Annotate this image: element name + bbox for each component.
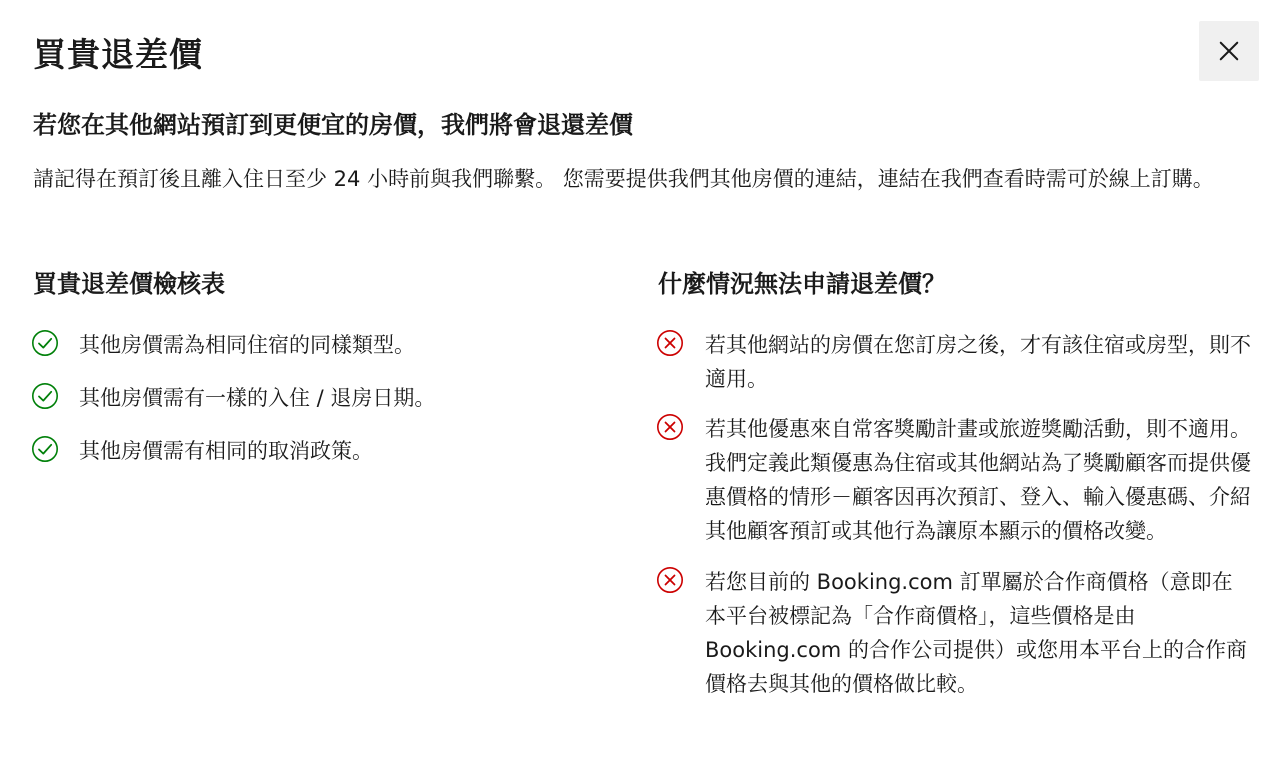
checklist-item bbox=[31, 328, 611, 362]
intro-text: 請記得在預訂後且離入住日至少 24 小時前與我們聯繫。 您需要提供我們其他房價的連結，連結在我們查看時需可於線上訂購。 bbox=[33, 167, 1214, 191]
cross-circle-icon bbox=[656, 329, 684, 357]
exclusion-item-text: 若您目前的 Booking.com 訂單屬於合作商價格（意即在本平台被標記為「合作商價格」，這些價格是由 Booking.com 的合作公司提供）或您用本平台上的合作商價格去與其他的價格做比較。 bbox=[705, 570, 1247, 696]
modal-title: 買貴退差價 bbox=[33, 35, 203, 74]
checklist-item-text: 其他房價需有一樣的入住 / 退房日期。 bbox=[79, 386, 436, 410]
checklist-item-text: 其他房價需有相同的取消政策。 bbox=[79, 439, 373, 463]
checklist-item bbox=[31, 381, 611, 415]
exclusion-item bbox=[656, 565, 1251, 701]
exclusion-item-text: 若其他優惠來自常客獎勵計畫或旅遊獎勵活動，則不適用。我們定義此類優惠為住宿或其他網站為了獎勵顧客而提供優惠價格的情形－顧客因再次預訂、登入、輸入優惠碼、介紹其他顧客預訂或其他行為讓原本顯示的價格改變。 bbox=[705, 417, 1251, 543]
check-circle-icon bbox=[31, 382, 59, 410]
checklist-item bbox=[31, 434, 611, 468]
close-button[interactable] bbox=[1199, 21, 1259, 81]
subtitle: 若您在其他網站預訂到更便宜的房價，我們將會退還差價 bbox=[33, 111, 633, 139]
exclusions-list bbox=[656, 328, 1251, 701]
checklist-item-text: 其他房價需為相同住宿的同樣類型。 bbox=[79, 333, 415, 357]
cross-circle-icon bbox=[656, 413, 684, 441]
exclusion-item bbox=[656, 328, 1251, 396]
exclusions-heading: 什麼情況無法申請退差價？ bbox=[658, 270, 946, 298]
check-circle-icon bbox=[31, 435, 59, 463]
exclusion-item-text: 若其他網站的房價在您訂房之後，才有該住宿或房型，則不適用。 bbox=[705, 333, 1251, 391]
checklist bbox=[31, 328, 611, 487]
cross-circle-icon bbox=[656, 566, 684, 594]
close-icon bbox=[1218, 40, 1240, 62]
checklist-heading: 買貴退差價檢核表 bbox=[33, 270, 225, 298]
check-circle-icon bbox=[31, 329, 59, 357]
exclusion-item bbox=[656, 412, 1251, 548]
